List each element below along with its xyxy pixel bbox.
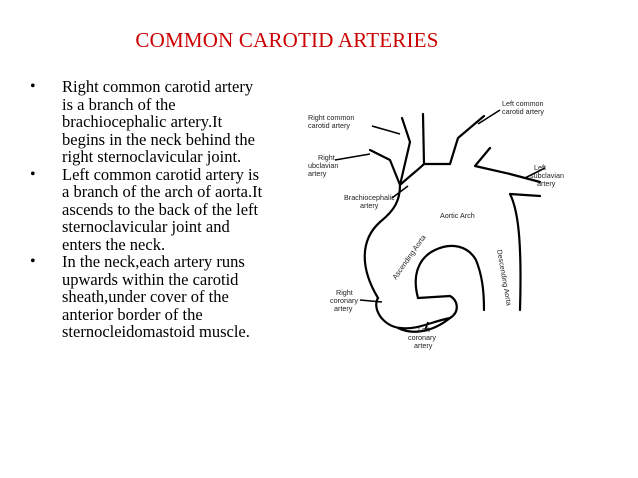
- label-right-subclavian-2: ubclavian: [308, 161, 339, 170]
- label-right-coronary-3: artery: [334, 304, 353, 313]
- label-right-subclavian-1: Right: [318, 153, 335, 162]
- aortic-arch-diagram: [300, 90, 600, 370]
- bullet-item: [30, 78, 320, 166]
- label-ascending-aorta: Ascending Aorta: [390, 233, 428, 282]
- bullet-list: [30, 78, 320, 341]
- label-aortic-arch: Aortic Arch: [440, 211, 475, 220]
- label-right-coronary-2: coronary: [330, 296, 358, 305]
- label-left-common-carotid-2: carotid artery: [502, 107, 544, 116]
- label-right-common-carotid-1: Right common: [308, 113, 355, 122]
- slide-title: COMMON CAROTID ARTERIES: [135, 28, 439, 52]
- label-left-subclavian-1: Left: [534, 163, 546, 172]
- label-brachiocephalic-1: Brachiocephalic: [344, 193, 395, 202]
- bullet-icon: •: [30, 253, 36, 270]
- label-left-subclavian-2: subclavian: [530, 171, 564, 180]
- leader-line: [372, 126, 400, 134]
- label-left-subclavian-3: artery: [537, 179, 556, 188]
- bullet-icon: •: [30, 78, 36, 95]
- leader-line: [335, 154, 370, 160]
- label-descending-aorta: Descending Aorta: [495, 248, 514, 307]
- label-right-common-carotid-2: carotid artery: [308, 121, 350, 130]
- label-right-coronary-1: Right: [336, 288, 353, 297]
- label-brachiocephalic-2: artery: [360, 201, 379, 210]
- label-left-coronary-2: coronary: [408, 333, 436, 342]
- aorta-inner-wall: [416, 246, 484, 310]
- bullet-text: In the neck,each artery runs upwards within the carotid sheath,under cover of the anterior border of the sternocleidomastoid muscle.: [62, 252, 250, 341]
- bullet-icon: •: [30, 165, 36, 183]
- bullet-text: Right common carotid artery is a branch of the brachiocephalic artery.It begins in the neck behind the right sternoclavicular joint.: [62, 77, 255, 166]
- label-right-subclavian-3: artery: [308, 169, 327, 178]
- bullet-item: [30, 253, 320, 341]
- bullet-item: [30, 166, 320, 254]
- bullet-text: Left common carotid artery is a branch of the arch of aorta.It ascends to the back of the left sternoclavicular joint and enters the neck.: [62, 164, 263, 254]
- label-left-common-carotid-1: Left common: [502, 99, 544, 108]
- aortic-root: [376, 296, 457, 328]
- leader-line: [360, 300, 382, 302]
- label-left-coronary-1: Left: [418, 325, 430, 334]
- label-left-coronary-3: artery: [414, 341, 433, 350]
